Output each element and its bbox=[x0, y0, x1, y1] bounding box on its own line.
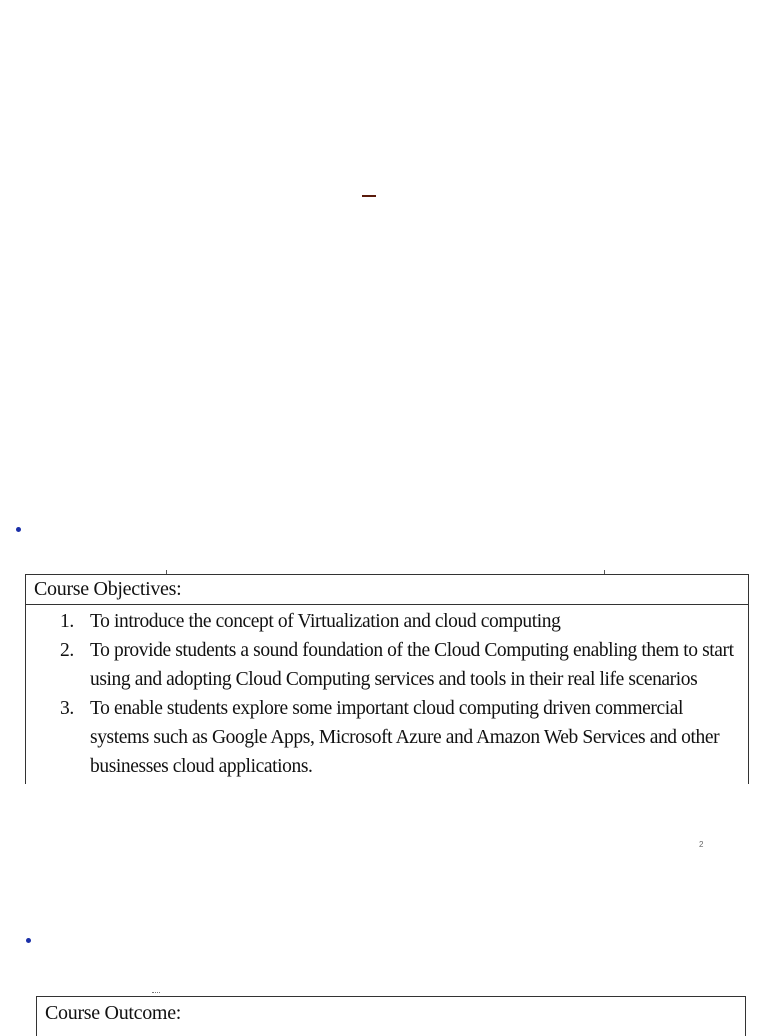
bullet-point bbox=[16, 527, 21, 532]
objective-text: To provide students a sound foundation of the Cloud Computing enabling them to start using and adopting Cloud Computing services and tools in their real life scenarios bbox=[90, 640, 734, 690]
objective-item bbox=[26, 607, 748, 636]
course-outcome-title: Course Outcome: bbox=[45, 1002, 182, 1024]
objective-text: To introduce the concept of Virtualization and cloud computing bbox=[90, 611, 561, 632]
course-objectives-list bbox=[26, 607, 748, 781]
page-number: 2 bbox=[699, 840, 704, 849]
objective-number: 2. bbox=[60, 640, 74, 661]
bullet-point bbox=[26, 938, 31, 943]
objective-item bbox=[26, 636, 748, 694]
course-objectives-table bbox=[25, 574, 749, 784]
course-objectives-title: Course Objectives: bbox=[34, 578, 182, 600]
objective-number: 1. bbox=[60, 611, 74, 632]
objective-number: 3. bbox=[60, 698, 74, 719]
title-dash bbox=[362, 195, 376, 197]
table-rule-mark bbox=[152, 992, 160, 995]
course-outcome-table bbox=[36, 996, 746, 1036]
objective-text: To enable students explore some important cloud computing driven commercial systems such as Google Apps, Microsoft Azure and Amazon Web Services and other businesses cloud applications. bbox=[90, 698, 720, 777]
objective-item bbox=[26, 694, 748, 781]
course-objectives-header bbox=[26, 575, 748, 605]
